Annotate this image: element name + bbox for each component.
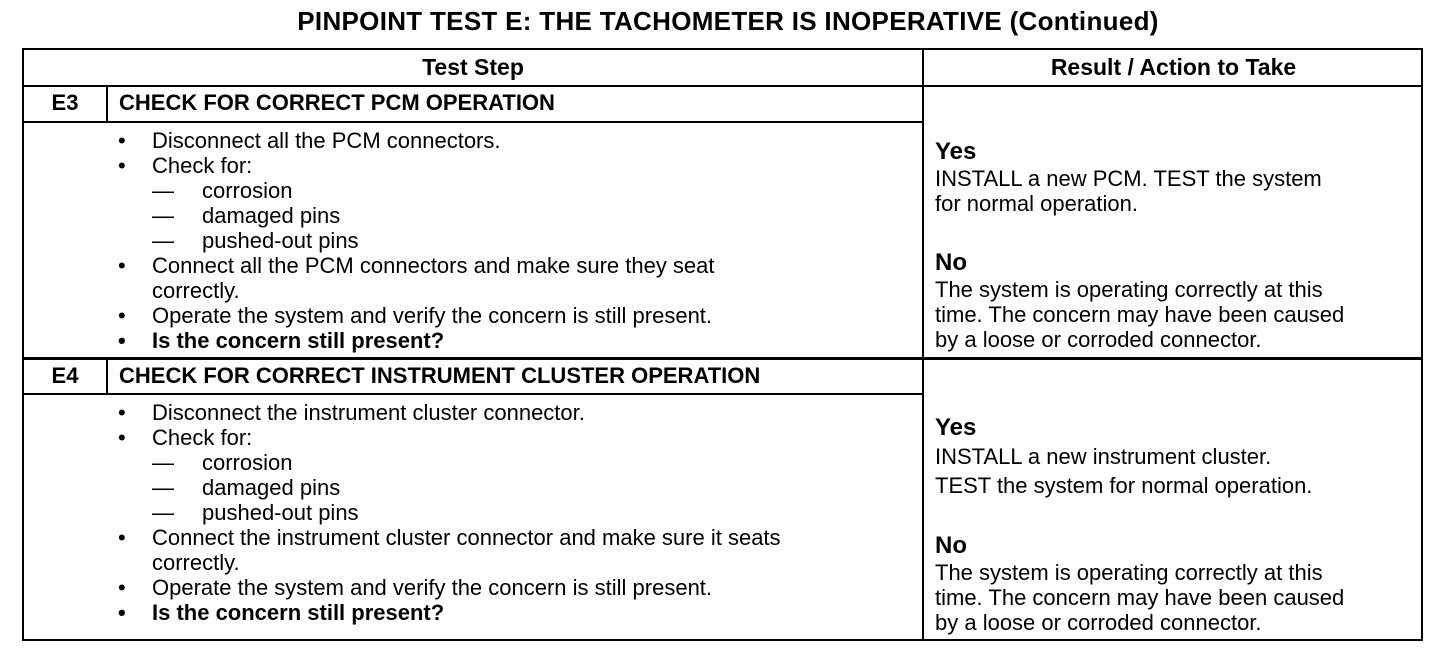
list-item-question: • Is the concern still present?: [114, 600, 914, 625]
result-yes: [935, 414, 1312, 500]
no-label: No: [935, 532, 967, 559]
no-action-line: time. The concern may have been caused: [935, 302, 1345, 327]
result-no: [935, 249, 1344, 352]
step-instructions: [114, 128, 914, 353]
list-item: — pushed-out pins: [114, 228, 914, 253]
no-action-line: The system is operating correctly at this: [935, 277, 1323, 302]
step-title: CHECK FOR CORRECT PCM OPERATION: [119, 90, 555, 115]
yes-action-line: INSTALL a new instrument cluster.: [935, 444, 1272, 469]
page-title: PINPOINT TEST E: THE TACHOMETER IS INOPERATIVE (Continued): [297, 6, 1159, 36]
no-action-line: by a loose or corroded connector.: [935, 610, 1262, 635]
list-item: — damaged pins: [114, 475, 914, 500]
list-item-continuation: correctly.: [152, 278, 240, 303]
header-rule: [24, 85, 1423, 87]
yes-action-line: for normal operation.: [935, 191, 1138, 216]
no-label: No: [935, 249, 967, 276]
list-item: — pushed-out pins: [114, 500, 914, 525]
result-no: [935, 532, 1344, 635]
list-item: • Disconnect the instrument cluster connector.: [114, 400, 914, 425]
list-item: — corrosion: [114, 178, 914, 203]
list-item: — damaged pins: [114, 203, 914, 228]
list-item: • Check for:: [114, 153, 914, 178]
pinpoint-test-table: [22, 48, 1423, 641]
list-item-continuation: correctly.: [152, 550, 240, 575]
list-item: • Operate the system and verify the concern is still present.: [114, 303, 914, 328]
step-title: CHECK FOR CORRECT INSTRUMENT CLUSTER OPERATION: [119, 363, 761, 388]
header-result: Result / Action to Take: [1050, 54, 1297, 80]
list-item-question: • Is the concern still present?: [114, 328, 914, 353]
list-item: • Disconnect all the PCM connectors.: [114, 128, 914, 153]
yes-action-line: INSTALL a new PCM. TEST the system: [935, 166, 1322, 191]
list-item: • Connect all the PCM connectors and make sure they seat: [114, 253, 914, 278]
step-id: E3: [51, 90, 79, 115]
col-divider: [922, 50, 924, 641]
step-separator: [24, 357, 1423, 360]
e4-id-divider: [106, 360, 108, 394]
list-item: • Connect the instrument cluster connector and make sure it seats: [114, 525, 914, 550]
yes-action-line: TEST the system for normal operation.: [935, 473, 1313, 498]
list-item: • Check for:: [114, 425, 914, 450]
no-action-line: time. The concern may have been caused: [935, 585, 1345, 610]
yes-label: Yes: [935, 138, 977, 165]
header-test-step: Test Step: [422, 54, 524, 80]
e3-id-divider: [106, 87, 108, 121]
e4-title-rule: [24, 393, 922, 395]
e3-title-rule: [24, 121, 922, 123]
list-item: • Operate the system and verify the concern is still present.: [114, 575, 914, 600]
no-action-line: The system is operating correctly at this: [935, 560, 1323, 585]
list-item: — corrosion: [114, 450, 914, 475]
step-id: E4: [51, 363, 79, 388]
yes-label: Yes: [935, 414, 977, 441]
step-instructions: [114, 400, 914, 625]
result-yes: [935, 138, 1322, 216]
no-action-line: by a loose or corroded connector.: [935, 327, 1262, 352]
